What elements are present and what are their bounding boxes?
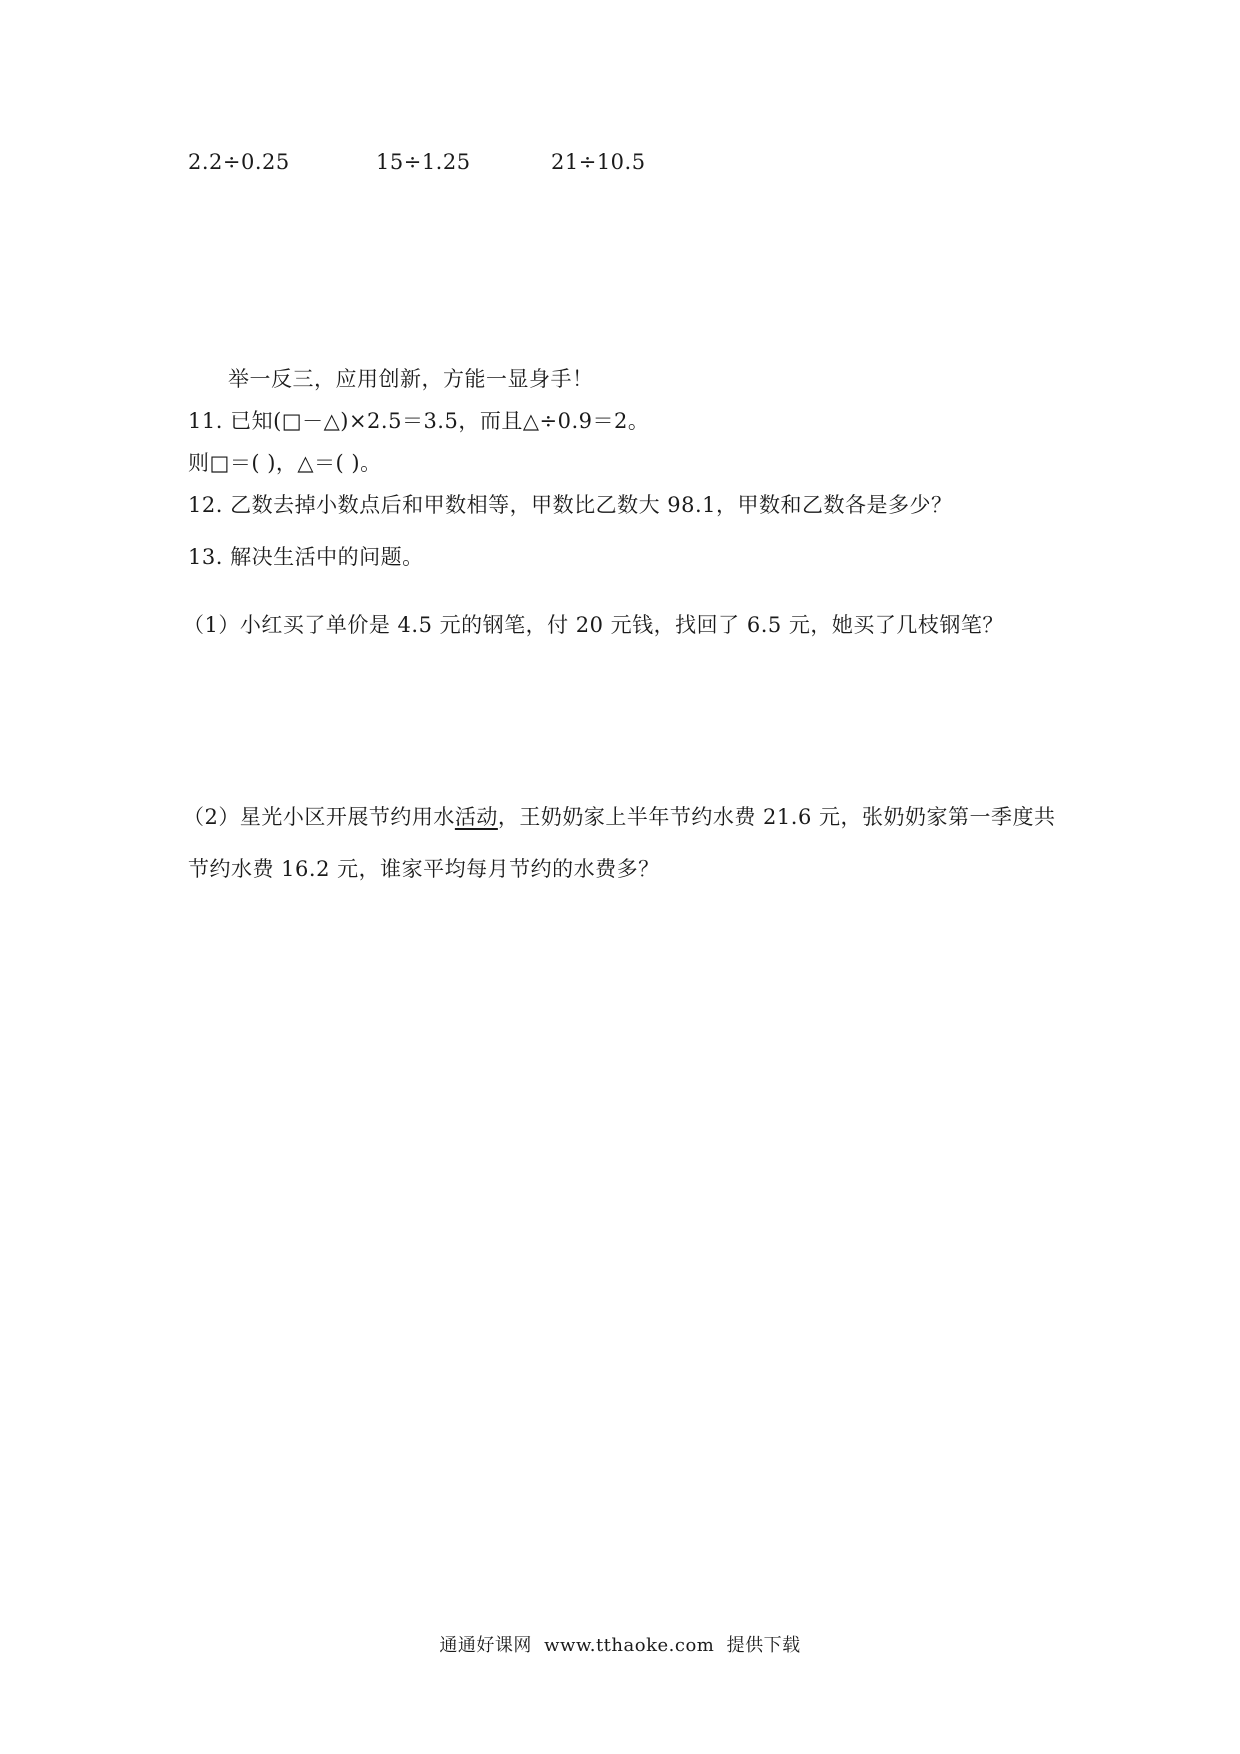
expression-1: 2.2÷0.25 xyxy=(188,150,290,174)
question-13-part-2-line-2: 节约水费 16.2 元，谁家平均每月节约的水费多？ xyxy=(188,857,660,881)
expression-3: 21÷10.5 xyxy=(551,150,646,174)
question-12: 12. 乙数去掉小数点后和甲数相等，甲数比乙数大 98.1，甲数和乙数各是多少？ xyxy=(188,493,953,517)
question-13-part-1: （1）小红买了单价是 4.5 元的钢笔，付 20 元钱，找回了 6.5 元，她买了几枝钢笔？ xyxy=(183,613,1004,637)
part-2-text-after: ，王奶奶家上半年节约水费 21.6 元，张奶奶家第一季度共 xyxy=(497,805,1056,829)
expression-row xyxy=(188,148,728,176)
page-footer: 通通好课网 www.tthaoke.com 提供下载 xyxy=(439,1635,801,1656)
question-13-part-2-line-1 xyxy=(183,803,1055,831)
part-2-text-before: （2）星光小区开展节约用水 xyxy=(183,805,455,829)
question-11-line-1: 11. 已知(□－△)×2.5＝3.5，而且△÷0.9＝2。 xyxy=(188,409,650,433)
expression-2: 15÷1.25 xyxy=(376,150,471,174)
question-11-line-2: 则□＝( )，△＝( )。 xyxy=(188,451,382,475)
underlined-word: 活动 xyxy=(454,805,498,829)
section-heading: 举一反三，应用创新，方能一显身手！ xyxy=(228,367,594,391)
question-13-title: 13. 解决生活中的问题。 xyxy=(188,545,424,569)
